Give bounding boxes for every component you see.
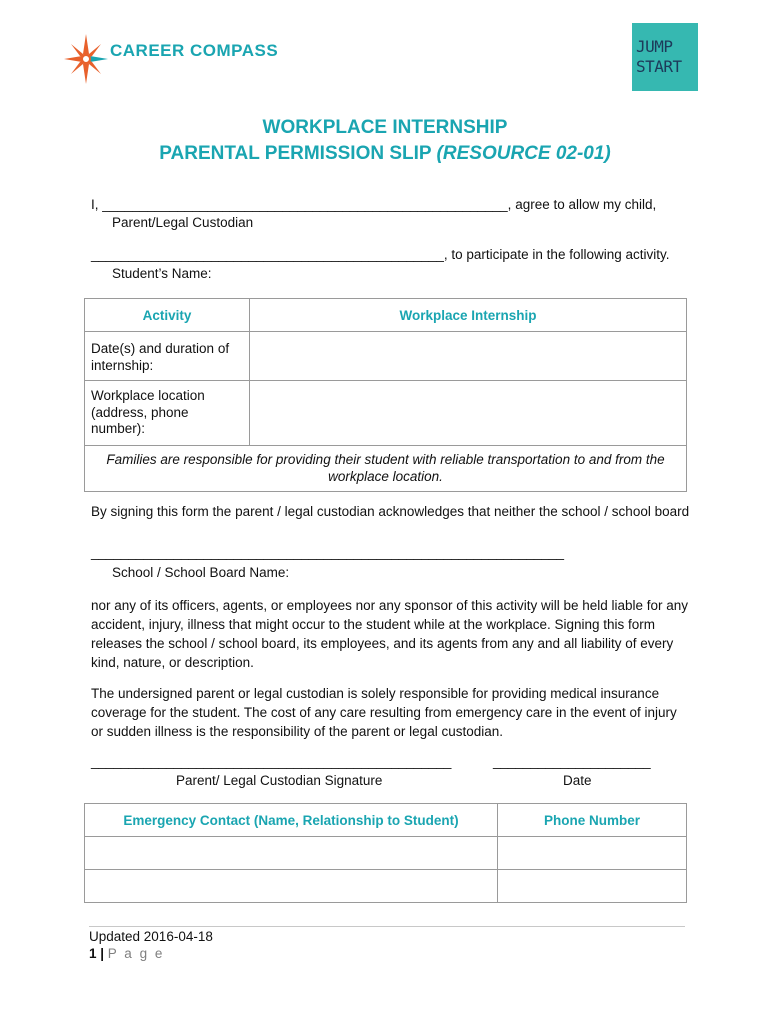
date-caption: Date xyxy=(563,773,592,788)
jump-start-line2: START xyxy=(636,57,682,76)
school-caption: School / School Board Name: xyxy=(112,565,290,580)
page-title-line2 xyxy=(0,143,770,165)
activity-table xyxy=(84,298,687,492)
parent-caption: Parent/Legal Custodian xyxy=(112,215,254,230)
emergency-contact-field-1[interactable] xyxy=(85,837,498,870)
date-fill-line[interactable]: _____________________ xyxy=(493,754,651,769)
page-number: 1 xyxy=(89,946,97,961)
student-caption: Student’s Name: xyxy=(112,266,212,281)
emergency-contact-table xyxy=(84,803,687,903)
phone-number-field-2[interactable] xyxy=(498,870,687,903)
emergency-contact-header: Emergency Contact (Name, Relationship to Student) xyxy=(85,804,498,837)
consent-lead: By signing this form the parent / legal custodian acknowledges that neither the school / school board xyxy=(91,504,690,519)
page-label: P a g e xyxy=(107,946,165,961)
brand-name: CAREER COMPASS xyxy=(110,41,279,60)
phone-number-header: Phone Number xyxy=(498,804,687,837)
jump-start-logo xyxy=(632,23,698,91)
title-main: PARENTAL PERMISSION SLIP xyxy=(159,143,437,164)
liability-paragraph: nor any of its officers, agents, or employees nor any sponsor of this activity will be held liable for any accident, injury, illness that might occur to the student while at the workplace. Signing this form releases the school / school board, its employees, and its agents from any and all liability of every kind, nature, or description. xyxy=(91,598,689,670)
dates-field[interactable] xyxy=(250,332,687,381)
workplace-internship-header: Workplace Internship xyxy=(250,299,687,332)
page-title-line1: WORKPLACE INTERNSHIP xyxy=(262,117,508,138)
location-field[interactable] xyxy=(250,381,687,446)
student-fill-line[interactable]: _______________________________________________, to participate in the following activity. xyxy=(91,247,670,262)
activity-header: Activity xyxy=(85,299,250,332)
title-resource: (RESOURCE 02-01) xyxy=(436,143,611,164)
insurance-paragraph: The undersigned parent or legal custodian is solely responsible for providing medical insurance coverage for the student. The cost of any care resulting from emergency care in the event of injury or sudden illness is the responsibility of the parent or legal custodian. xyxy=(91,686,677,739)
signature-caption: Parent/ Legal Custodian Signature xyxy=(176,773,383,788)
parent-fill-line[interactable]: I, ______________________________________________________, agree to allow my child, xyxy=(91,197,657,212)
updated-date: Updated 2016-04-18 xyxy=(89,929,213,944)
compass-logo-icon xyxy=(62,30,110,88)
phone-number-field-1[interactable] xyxy=(498,837,687,870)
page-footer xyxy=(89,946,164,961)
footer-divider xyxy=(89,926,685,927)
transportation-note: Families are responsible for providing their student with reliable transportation to and from the workplace location. xyxy=(85,446,687,492)
location-label: Workplace location (address, phone number): xyxy=(85,381,250,446)
jump-start-line1: JUMP xyxy=(636,37,673,56)
school-fill-line[interactable]: _______________________________________________________________ xyxy=(91,545,565,560)
page-separator: | xyxy=(96,946,108,961)
emergency-contact-field-2[interactable] xyxy=(85,870,498,903)
signature-fill-line[interactable]: ________________________________________________ xyxy=(91,754,452,769)
dates-label: Date(s) and duration of internship: xyxy=(85,332,250,381)
